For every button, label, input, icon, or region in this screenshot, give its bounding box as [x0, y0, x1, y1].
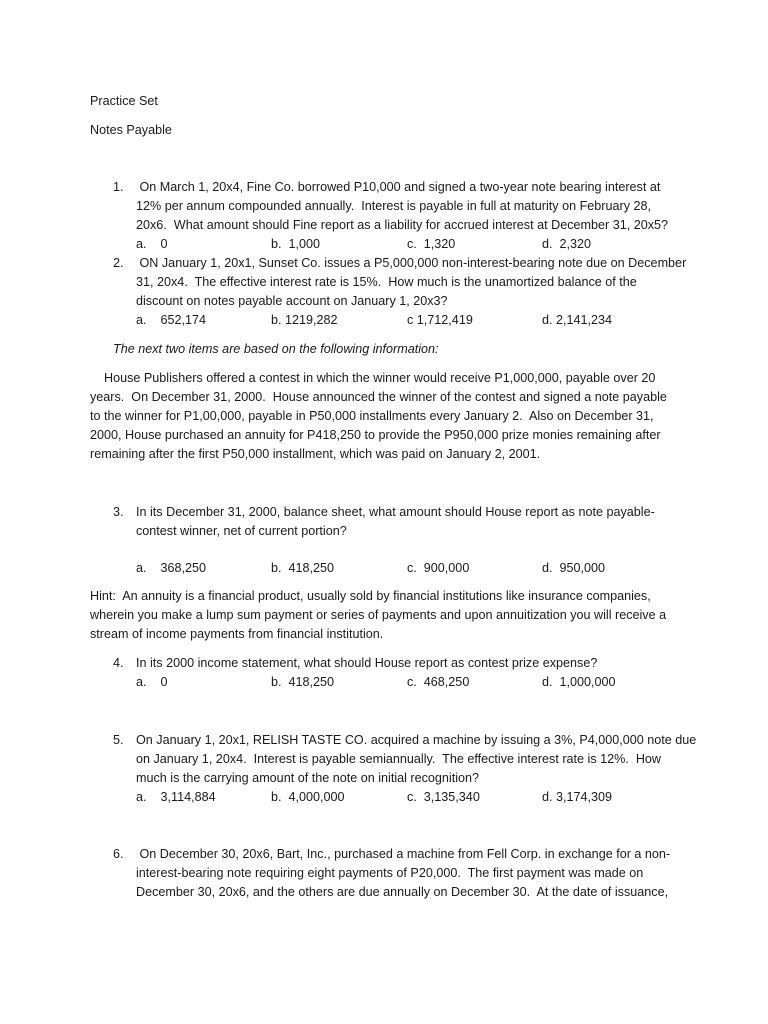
paragraph-line: remaining after the first P50,000 installment, which was paid on January 2, 2001. — [90, 447, 541, 461]
question-text-line: 20x6. What amount should Fine report as a liability for accrued interest at December 31, 20x5? — [136, 218, 669, 232]
option-b: b. 418,250 — [271, 561, 335, 575]
option-c: c. 1,320 — [407, 237, 456, 251]
option-d: d. 2,320 — [542, 237, 592, 251]
option-a: a. 3,114,884 — [136, 790, 216, 804]
option-d: d. 2,141,234 — [542, 313, 613, 327]
page-title: Practice Set — [90, 94, 158, 108]
paragraph-line: years. On December 31, 2000. House announced the winner of the contest and signed a note payable — [90, 390, 667, 404]
question-number: 4. — [113, 656, 124, 670]
hint-line: wherein you make a lump sum payment or series of payments and upon annuitization you will receive a — [90, 608, 667, 622]
question-text-line: ON January 1, 20x1, Sunset Co. issues a P5,000,000 non-interest-bearing note due on December — [136, 256, 687, 270]
question-text-line: 31, 20x4. The effective interest rate is 15%. How much is the unamortized balance of the — [136, 275, 637, 289]
section-intro: The next two items are based on the following information: — [113, 342, 439, 356]
paragraph-line: House Publishers offered a contest in which the winner would receive P1,000,000, payable over 20 — [90, 371, 656, 385]
option-a: a. 0 — [136, 237, 168, 251]
question-text-line: on January 1, 20x4. Interest is payable semiannually. The effective interest rate is 12%. How — [136, 752, 662, 766]
option-d: d. 3,174,309 — [542, 790, 613, 804]
question-text-line: 12% per annum compounded annually. Interest is payable in full at maturity on February 28, — [136, 199, 652, 213]
option-c: c. 3,135,340 — [407, 790, 480, 804]
question-text-line: On December 30, 20x6, Bart, Inc., purchased a machine from Fell Corp. in exchange for a non- — [136, 847, 671, 861]
question-number: 3. — [113, 505, 124, 519]
page-subtitle: Notes Payable — [90, 123, 172, 137]
option-b: b. 1,000 — [271, 237, 321, 251]
question-number: 2. — [113, 256, 124, 270]
question-text-line: discount on notes payable account on January 1, 20x3? — [136, 294, 448, 308]
option-a: a. 652,174 — [136, 313, 207, 327]
option-b: b. 418,250 — [271, 675, 335, 689]
option-a: a. 368,250 — [136, 561, 207, 575]
question-text-line: On March 1, 20x4, Fine Co. borrowed P10,000 and signed a two-year note bearing interest at — [136, 180, 661, 194]
option-c: c. 468,250 — [407, 675, 470, 689]
option-d: d. 950,000 — [542, 561, 606, 575]
question-text-line: December 30, 20x6, and the others are due annually on December 30. At the date of issuance, — [136, 885, 669, 899]
option-c: c 1,712,419 — [407, 313, 473, 327]
hint-line: Hint: An annuity is a financial product, usually sold by financial institutions like insurance companies, — [90, 589, 651, 603]
paragraph-line: to the winner for P1,00,000, payable in P50,000 installments every January 2. Also on December 31, — [90, 409, 654, 423]
question-text-line: On January 1, 20x1, RELISH TASTE CO. acquired a machine by issuing a 3%, P4,000,000 note due — [136, 733, 697, 747]
option-b: b. 1219,282 — [271, 313, 338, 327]
option-b: b. 4,000,000 — [271, 790, 345, 804]
paragraph-line: 2000, House purchased an annuity for P418,250 to provide the P950,000 prize monies remaining after — [90, 428, 661, 442]
option-c: c. 900,000 — [407, 561, 470, 575]
question-text-line: contest winner, net of current portion? — [136, 524, 347, 538]
question-number: 5. — [113, 733, 124, 747]
question-text-line: In its December 31, 2000, balance sheet, what amount should House report as note payable- — [136, 505, 655, 519]
option-a: a. 0 — [136, 675, 168, 689]
question-text-line: much is the carrying amount of the note on initial recognition? — [136, 771, 480, 785]
question-text-line: interest-bearing note requiring eight payments of P20,000. The first payment was made on — [136, 866, 644, 880]
question-number: 6. — [113, 847, 124, 861]
question-text-line: In its 2000 income statement, what should House report as contest prize expense? — [136, 656, 598, 670]
option-d: d. 1,000,000 — [542, 675, 616, 689]
question-number: 1. — [113, 180, 124, 194]
hint-line: stream of income payments from financial institution. — [90, 627, 384, 641]
